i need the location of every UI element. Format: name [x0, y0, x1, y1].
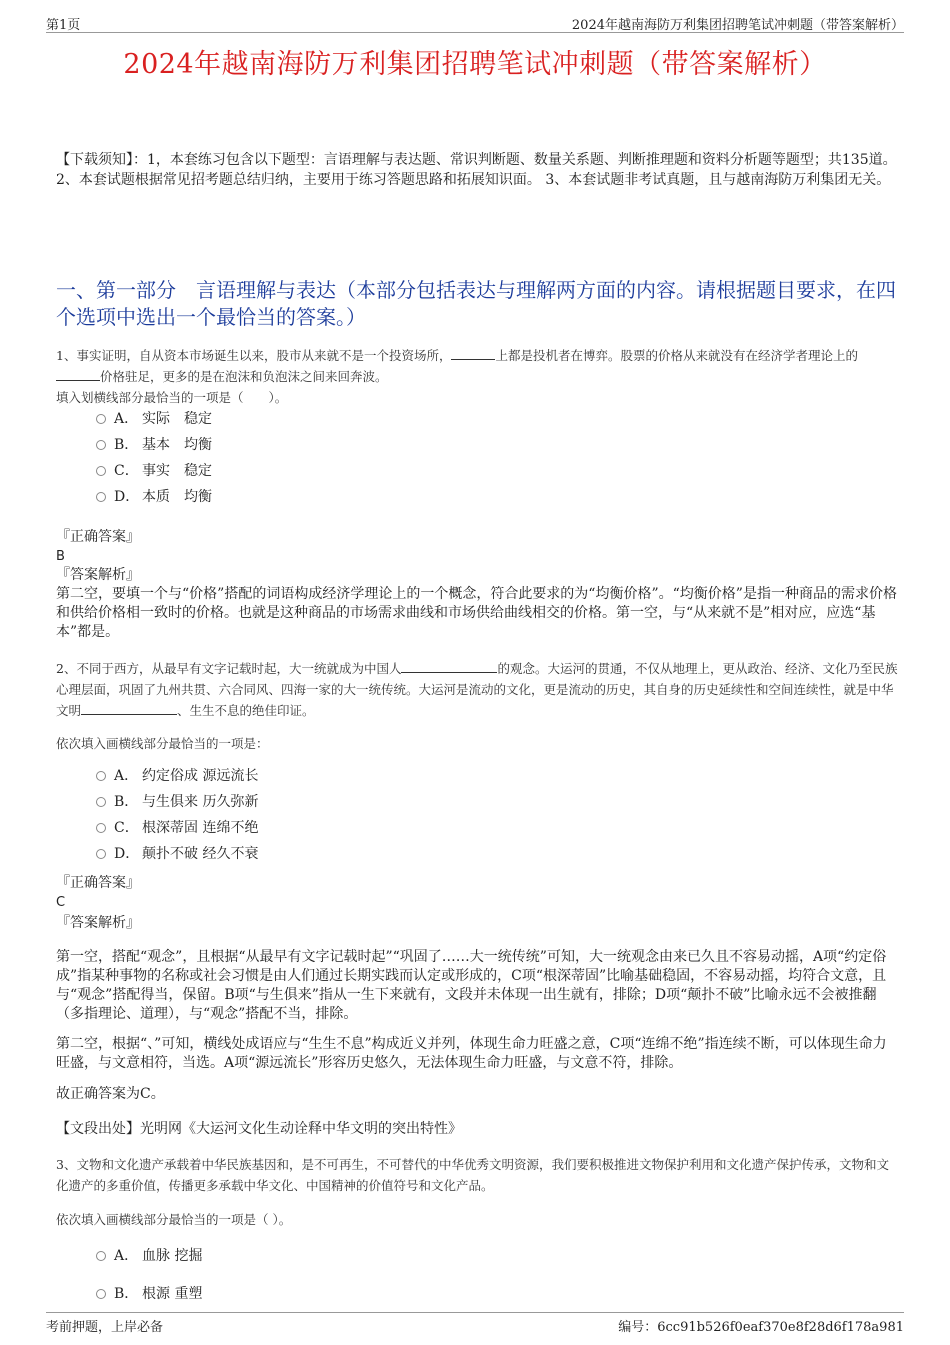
option-key: A． [114, 1248, 139, 1264]
q1-blank-1 [451, 345, 495, 360]
section-heading: 一、第一部分 言语理解与表达（本部分包括表达与理解两方面的内容。请根据题目要求，在四个选项中选出一个最恰当的答案。） [56, 278, 896, 329]
option-text: 根深蒂固 连绵不绝 [142, 820, 259, 836]
radio-icon[interactable] [96, 414, 106, 424]
option-key: C． [114, 463, 139, 479]
answer-label: 『正确答案』 [56, 875, 140, 891]
radio-icon[interactable] [96, 797, 106, 807]
q3-option-b[interactable] [96, 1284, 202, 1304]
download-notice: 【下载须知】：1，本套练习包含以下题型：言语理解与表达题、常识判断题、数量关系题、判断推理题和资料分析题等题型；共135道。 2、本套试题根据常见招考题总结归纳，主要用于练习答题思路和拓展知识面。 3、本套试题非考试真题，且与越南海防万利集团无关。 [56, 152, 897, 188]
option-text: 约定俗成 源远流长 [142, 768, 259, 784]
option-text: 本质 均衡 [142, 489, 212, 505]
radio-icon[interactable] [96, 440, 106, 450]
option-key: A． [114, 768, 139, 784]
q2-text-part: 的观念。大运河的贯通，不仅从地理上，更从政治、经济、文化乃至民族心理层面，巩固了九州共贯、六合同风、四海一家的大一统传统。大运河是流动的文化，更是流动的历史，其自身的历史延续性和空间连续性，就是中华文明 [56, 661, 898, 718]
q1-option-b[interactable] [96, 435, 212, 455]
q1-text-part: 1、事实证明，自从资本市场诞生以来，股市从来就不是一个投资场所， [56, 348, 452, 363]
analysis-text: 第二空，要填一个与“价格”搭配的词语构成经济学理论上的一个概念，符合此要求的为“均衡价格”。“均衡价格”是指一种商品的需求价格和供给价格相一致时的价格。也就是这种商品的市场需求曲线和市场供给曲线相交的价格。第一空，与“从来就不是”相对应，应选“基本”都是。 [56, 586, 897, 640]
option-key: C． [114, 820, 139, 836]
answer-label: 『正确答案』 [56, 529, 140, 545]
footer-doc-id: 编号：6cc91b526f0eaf370e8f28d6f178a981 [618, 1320, 904, 1335]
option-key: A． [114, 411, 139, 427]
q1-option-d[interactable] [96, 487, 212, 507]
q1-answer-block [56, 528, 898, 642]
q1-text-part: 价格驻足，更多的是在泡沫和负泡沫之间来回奔波。 [100, 369, 388, 384]
option-key: D． [114, 846, 140, 862]
option-text: 血脉 挖掘 [142, 1248, 203, 1264]
option-text: 颠扑不破 经久不衰 [142, 846, 259, 862]
option-key: B． [114, 437, 139, 453]
radio-icon[interactable] [96, 849, 106, 859]
answer-value: C [56, 895, 66, 910]
q3-prompt: 依次填入画横线部分最恰当的一项是（ ）。 [56, 1212, 292, 1227]
q2-analysis-1: 第一空，搭配“观念”，且根据“从最早有文字记载时起”“巩固了……大一统传统”可知，大一统观念由来已久且不容易动摇，A项“约定俗成”指某种事物的名称或社会习惯是由人们通过长期实践而认定或形成的，C项“根深蒂固”比喻基础稳固，不容易动摇，均符合文意，且与“观念”搭配得当，保留。B项“与生俱来”指从一生下来就有，文段并未体现一出生就有，排除；D项“颠扑不破”比喻永远不会被推翻（多指理论、道理），与“观念”搭配不当，排除。 [56, 949, 887, 1022]
q1-blank-2 [56, 366, 100, 381]
q2-source: 【文段出处】光明网《大运河文化生动诠释中华文明的突出特性》 [56, 1121, 462, 1137]
q2-prompt: 依次填入画横线部分最恰当的一项是： [56, 736, 269, 751]
q2-text-part: 、生生不息的绝佳印证。 [177, 703, 315, 718]
header-doc-title: 2024年越南海防万利集团招聘笔试冲刺题（带答案解析） [571, 18, 904, 33]
q2-conclusion: 故正确答案为C。 [56, 1086, 165, 1102]
analysis-label: 『答案解析』 [56, 915, 140, 931]
question-1-text [56, 345, 898, 408]
option-key: D． [114, 489, 140, 505]
option-key: B． [114, 1286, 139, 1302]
q1-text-part: 上都是投机者在博弈。股票的价格从来就没有在经济学者理论上的 [495, 348, 858, 363]
answer-value: B [56, 549, 65, 564]
radio-icon[interactable] [96, 1251, 106, 1261]
analysis-label: 『答案解析』 [56, 567, 140, 583]
page-number: 第1页 [46, 18, 81, 33]
q1-option-c[interactable] [96, 461, 212, 481]
option-key: B． [114, 794, 139, 810]
page-header [46, 12, 904, 33]
q2-answer-block [56, 874, 898, 933]
q2-blank-2 [81, 700, 177, 715]
q2-analysis-2: 第二空，根据“、”可知，横线处成语应与“生生不息”构成近义并列，体现生命力旺盛之意，C项“连绵不绝”指连续不断，可以体现生命力旺盛，与文意相符，当选。A项“源远流长”形容历史悠久，无法体现生命力旺盛，与文意不符，排除。 [56, 1036, 887, 1071]
q2-blank-1 [401, 658, 497, 673]
q2-option-c[interactable] [96, 818, 258, 838]
radio-icon[interactable] [96, 823, 106, 833]
page-title: 2024年越南海防万利集团招聘笔试冲刺题（带答案解析） [123, 49, 827, 80]
option-text: 实际 稳定 [142, 411, 212, 427]
q2-option-b[interactable] [96, 792, 258, 812]
option-text: 基本 均衡 [142, 437, 212, 453]
option-text: 与生俱来 历久弥新 [142, 794, 259, 810]
q2-option-a[interactable] [96, 766, 258, 786]
q2-text-part: 2、不同于西方，从最早有文字记载时起，大一统就成为中国人 [56, 661, 402, 676]
question-2-text [56, 658, 898, 721]
q1-option-a[interactable] [96, 409, 212, 429]
radio-icon[interactable] [96, 1289, 106, 1299]
footer-slogan: 考前押题，上岸必备 [46, 1320, 164, 1335]
page-footer [46, 1312, 904, 1333]
question-3-text: 3、文物和文化遗产承载着中华民族基因和，是不可再生，不可替代的中华优秀文明资源，我们要积极推进文物保护利用和文化遗产保护传承，文物和文化遗产的多重价值，传播更多承载中华文化、中国精神的价值符号和文化产品。 [56, 1157, 889, 1193]
option-text: 事实 稳定 [142, 463, 212, 479]
radio-icon[interactable] [96, 492, 106, 502]
option-text: 根源 重塑 [142, 1286, 203, 1302]
q2-option-d[interactable] [96, 844, 258, 864]
q3-option-a[interactable] [96, 1246, 202, 1266]
q1-prompt: 填入划横线部分最恰当的一项是（ ）。 [56, 390, 288, 405]
radio-icon[interactable] [96, 771, 106, 781]
radio-icon[interactable] [96, 466, 106, 476]
